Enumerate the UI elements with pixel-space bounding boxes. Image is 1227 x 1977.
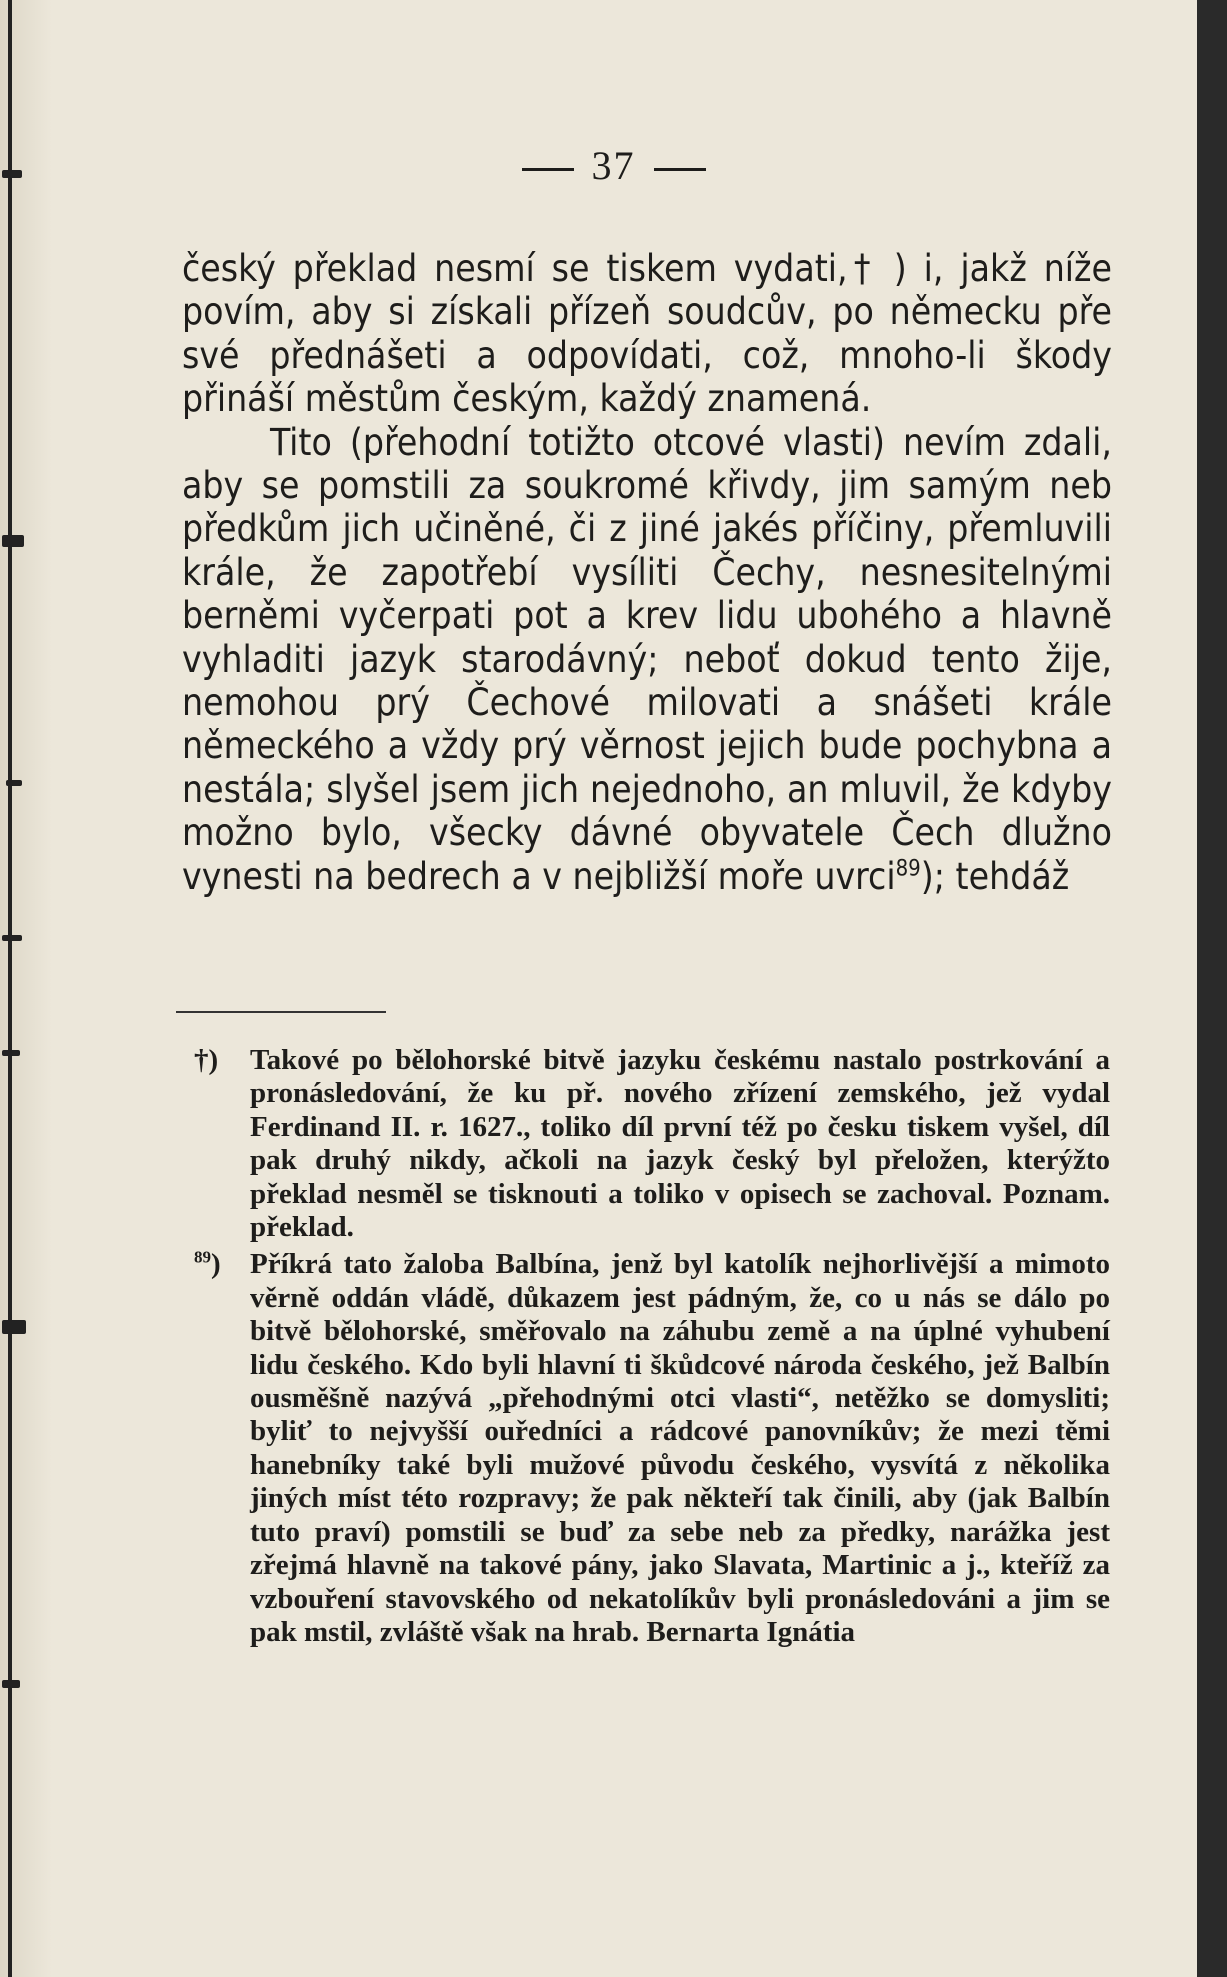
- footnote-89-mark: [194, 1248, 221, 1281]
- footnotes: [186, 1044, 1110, 1653]
- footnote-dagger-text: Takové po bělohorské bitvě jazyku českému nastalo postrkování a pronásledování, že ku př. nového zřízení zemského, jež vydal Ferdinand II. r. 1627., toliko díl první též po česku tiskem vyšel, díl pak druhý nikdy, ačkoli na jazyk český byl přeložen, kterýžto překlad nesměl se tisknouti a toliko v opisech se zachoval. Poznam. překlad.: [250, 1044, 1110, 1244]
- page-number-dash-left: [522, 168, 574, 171]
- binding-mark: [2, 1320, 26, 1334]
- page-edge-shadow: [1197, 0, 1227, 1977]
- binding-mark: [6, 780, 22, 786]
- binding-mark: [2, 1680, 20, 1688]
- page-number: [0, 142, 1227, 189]
- footnote-89-number: 89: [194, 1247, 211, 1267]
- page-number-dash-right: [654, 168, 706, 171]
- binding-mark: [2, 535, 24, 547]
- paragraph-2: [182, 421, 1112, 898]
- footnote-dagger: [186, 1044, 1110, 1244]
- binding-mark: [2, 1050, 20, 1056]
- footnote-89: [186, 1248, 1110, 1649]
- footnote-89-paren: ): [211, 1248, 221, 1281]
- main-text: [182, 247, 1112, 898]
- paragraph-1: český překlad nesmí se tiskem vydati,† ) i, jakž níže povím, aby si získali přízeň soudcův, po německu pře své přednášeti a odpovídati, což, mnoho-li škody přináší městům českým, každý znamená.: [182, 247, 1112, 421]
- footnote-89-text: Příkrá tato žaloba Balbína, jenž byl katolík nejhorlivější a mimoto věrně oddán vládě, důkazem jest pádným, že, co u nás se dálo po bitvě bělohorské, směřovalo na záhubu země a na úplné vyhubení lidu českého. Kdo byli hlavní ti škůdcové národa českého, jež Balbín ousměšně nazývá „přehodnými otci vlasti“, netěžko se domysliti; byliť to nejvyšší ouředníci a rádcové panovníkův; že mezi těmi hanebníky také byli mužové původu českého, vysvítá z několika jiných míst této rozpravy; že pak někteří tak činili, aby (jak Balbín tuto praví) pomstili se buď za sebe neb za předky, narážka jest zřejmá hlavně na takové pány, jako Slavata, Martinic a j., kteříž za vzbouření stavovského od nekatolíkův byli pronásledováni a jim se pak mstil, zvláště však na hrab. Bernarta Ignátia: [250, 1248, 1110, 1648]
- footnote-dagger-mark: †): [194, 1044, 219, 1076]
- binding-edge: [0, 0, 52, 1977]
- page-number-value: 37: [591, 143, 636, 188]
- binding-mark: [2, 935, 22, 941]
- paragraph-2-text: Tito (přehodní totižto otcové vlasti) nevím zdali, aby se pomstili za soukromé křivdy, jim samým neb předkům jich učiněné, či z jiné jakés příčiny, přemluvili krále, že zapotřebí vysíliti Čechy, nesnesitelnými berněmi vyčerpati pot a krev lidu ubohého a hlavně vyhladiti jazyk starodávný; neboť dokud tento žije, nemohou prý Čechové milovati a snášeti krále německého a vždy prý věrnost jejich bude pochybna a nestála; slyšel jsem jich nejednoho, an mluvil, že kdyby možno bylo, všecky dávné obyvatele Čech dlužno vynesti na bedrech a v nejbližší moře uvrci: [182, 420, 1112, 898]
- paragraph-2-tail: ); tehdáž: [920, 854, 1070, 898]
- footnote-separator: [176, 1011, 386, 1013]
- footnote-ref-89: 89: [895, 856, 921, 882]
